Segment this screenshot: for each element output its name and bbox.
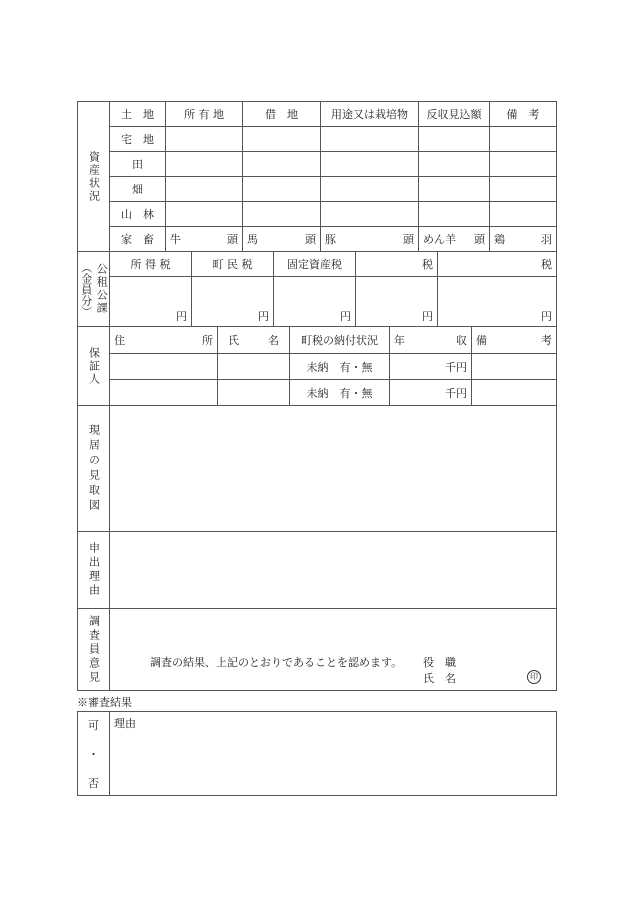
header-address-b: 所 bbox=[202, 334, 213, 347]
land-row bbox=[78, 177, 557, 202]
map-side-label: 現居の見取図 bbox=[78, 406, 110, 532]
usage-input[interactable] bbox=[321, 202, 419, 227]
guarantor-remarks-input[interactable] bbox=[472, 380, 557, 406]
review-note: ※審査結果 bbox=[77, 696, 132, 709]
land-row-label: 宅 地 bbox=[110, 127, 166, 152]
income-unit: 千円 bbox=[445, 386, 467, 400]
header-name-a: 氏 bbox=[228, 334, 239, 347]
inspector-name-label: 氏 名 bbox=[423, 672, 456, 685]
inspector-side-label: 調査員意見 bbox=[78, 609, 110, 691]
yield-input[interactable] bbox=[419, 127, 490, 152]
tax-amount-input[interactable] bbox=[274, 277, 356, 327]
header-remarks: 備 考 bbox=[490, 102, 557, 127]
livestock-name: 豚 bbox=[325, 233, 336, 246]
livestock-unit: 頭 bbox=[305, 233, 316, 246]
income-unit: 千円 bbox=[445, 360, 467, 374]
yield-input[interactable] bbox=[419, 177, 490, 202]
header-owned: 所 有 地 bbox=[166, 102, 243, 127]
header-address bbox=[110, 327, 218, 354]
verdict-separator: ・ bbox=[88, 747, 99, 761]
review-reason-label: 理由 bbox=[114, 717, 136, 730]
guarantor-address-input[interactable] bbox=[110, 380, 218, 406]
land-row bbox=[78, 202, 557, 227]
remarks-input[interactable] bbox=[490, 127, 557, 152]
owned-input[interactable] bbox=[166, 177, 243, 202]
guarantor-tax-status[interactable]: 未納 有・無 bbox=[290, 354, 390, 380]
tax-amount-input[interactable] bbox=[356, 277, 438, 327]
header-land: 土 地 bbox=[110, 102, 166, 127]
livestock-unit: 頭 bbox=[474, 233, 485, 246]
livestock-name: 牛 bbox=[170, 233, 181, 246]
owned-input[interactable] bbox=[166, 202, 243, 227]
yield-input[interactable] bbox=[419, 202, 490, 227]
leased-input[interactable] bbox=[243, 202, 321, 227]
inspector-title-label: 役 職 bbox=[423, 656, 456, 669]
yen-unit: 円 bbox=[258, 310, 269, 323]
livestock-name: めん羊 bbox=[423, 233, 456, 246]
guarantor-row bbox=[78, 354, 557, 380]
guarantor-name-input[interactable] bbox=[218, 354, 290, 380]
reason-input[interactable] bbox=[110, 532, 557, 609]
header-yield: 反収見込額 bbox=[419, 102, 490, 127]
tax-other-label[interactable] bbox=[438, 252, 557, 277]
header-income bbox=[390, 327, 472, 354]
header-remarks-b: 考 bbox=[541, 334, 552, 347]
asset-section bbox=[77, 101, 556, 691]
leased-input[interactable] bbox=[243, 127, 321, 152]
usage-input[interactable] bbox=[321, 152, 419, 177]
tax-amount-input[interactable] bbox=[192, 277, 274, 327]
header-name-b: 名 bbox=[268, 334, 279, 347]
owned-input[interactable] bbox=[166, 127, 243, 152]
header-remarks-a: 備 bbox=[476, 334, 487, 347]
land-row-label: 山 林 bbox=[110, 202, 166, 227]
tax-amount-input[interactable] bbox=[110, 277, 192, 327]
map-drawing-area[interactable] bbox=[110, 406, 557, 532]
header-address-a: 住 bbox=[114, 334, 125, 347]
livestock-unit: 羽 bbox=[541, 233, 552, 246]
livestock-pig[interactable] bbox=[321, 227, 419, 252]
header-income-b: 収 bbox=[456, 334, 467, 347]
verdict-approve[interactable]: 可 bbox=[88, 718, 99, 732]
land-row-label: 田 bbox=[110, 152, 166, 177]
seal-icon: 印 bbox=[527, 670, 541, 684]
tax-amount-row bbox=[78, 277, 557, 327]
guarantor-name-input[interactable] bbox=[218, 380, 290, 406]
verdict-reject[interactable]: 否 bbox=[88, 776, 99, 790]
tax-side-label: 公租公課 （金員分） bbox=[78, 252, 110, 327]
reason-side-label: 申出理由 bbox=[78, 532, 110, 609]
remarks-input[interactable] bbox=[490, 202, 557, 227]
review-section bbox=[77, 711, 556, 796]
livestock-unit: 頭 bbox=[227, 233, 238, 246]
land-row bbox=[78, 127, 557, 152]
livestock-unit: 頭 bbox=[403, 233, 414, 246]
guarantor-remarks-input[interactable] bbox=[472, 354, 557, 380]
livestock-row bbox=[78, 227, 557, 252]
remarks-input[interactable] bbox=[490, 152, 557, 177]
header-tax-status: 町税の納付状況 bbox=[290, 327, 390, 354]
tax-suffix: 税 bbox=[541, 258, 552, 271]
inspector-opinion-area[interactable] bbox=[110, 609, 557, 691]
tax-property-label: 固定資産税 bbox=[274, 252, 356, 277]
livestock-horse[interactable] bbox=[243, 227, 321, 252]
narrative-table bbox=[77, 405, 557, 691]
tax-table bbox=[77, 251, 557, 327]
asset-side-label: 資産状況 bbox=[78, 102, 110, 252]
guarantor-side-label: 保証人 bbox=[78, 327, 110, 406]
livestock-name: 鶏 bbox=[494, 233, 505, 246]
livestock-cattle[interactable] bbox=[166, 227, 243, 252]
leased-input[interactable] bbox=[243, 152, 321, 177]
tax-other-label[interactable] bbox=[356, 252, 438, 277]
review-table bbox=[77, 711, 557, 796]
livestock-name: 馬 bbox=[247, 233, 258, 246]
livestock-label: 家 畜 bbox=[110, 227, 166, 252]
tax-municipal-label: 町 民 税 bbox=[192, 252, 274, 277]
asset-table bbox=[77, 101, 557, 252]
tax-amount-input[interactable] bbox=[438, 277, 557, 327]
header-guarantor-remarks bbox=[472, 327, 557, 354]
yield-input[interactable] bbox=[419, 152, 490, 177]
yen-unit: 円 bbox=[340, 310, 351, 323]
guarantor-row bbox=[78, 380, 557, 406]
tax-suffix: 税 bbox=[422, 258, 433, 271]
header-leased: 借 地 bbox=[243, 102, 321, 127]
guarantor-address-input[interactable] bbox=[110, 354, 218, 380]
review-reason-area[interactable] bbox=[110, 712, 557, 796]
livestock-chicken[interactable] bbox=[490, 227, 557, 252]
header-name bbox=[218, 327, 290, 354]
inspector-statement: 調査の結果、上記のとおりであることを認めます。 bbox=[150, 656, 403, 669]
leased-input[interactable] bbox=[243, 177, 321, 202]
guarantor-income-input[interactable] bbox=[390, 354, 472, 380]
header-income-a: 年 bbox=[394, 334, 405, 347]
guarantor-table bbox=[77, 326, 557, 406]
yen-unit: 円 bbox=[541, 310, 552, 323]
remarks-input[interactable] bbox=[490, 177, 557, 202]
yen-unit: 円 bbox=[422, 310, 433, 323]
verdict-cell[interactable] bbox=[78, 712, 110, 796]
header-usage: 用途又は栽培物 bbox=[321, 102, 419, 127]
land-row bbox=[78, 152, 557, 177]
guarantor-income-input[interactable] bbox=[390, 380, 472, 406]
land-row-label: 畑 bbox=[110, 177, 166, 202]
yen-unit: 円 bbox=[176, 310, 187, 323]
owned-input[interactable] bbox=[166, 152, 243, 177]
tax-income-label: 所 得 税 bbox=[110, 252, 192, 277]
usage-input[interactable] bbox=[321, 127, 419, 152]
guarantor-tax-status[interactable]: 未納 有・無 bbox=[290, 380, 390, 406]
livestock-sheep[interactable] bbox=[419, 227, 490, 252]
usage-input[interactable] bbox=[321, 177, 419, 202]
